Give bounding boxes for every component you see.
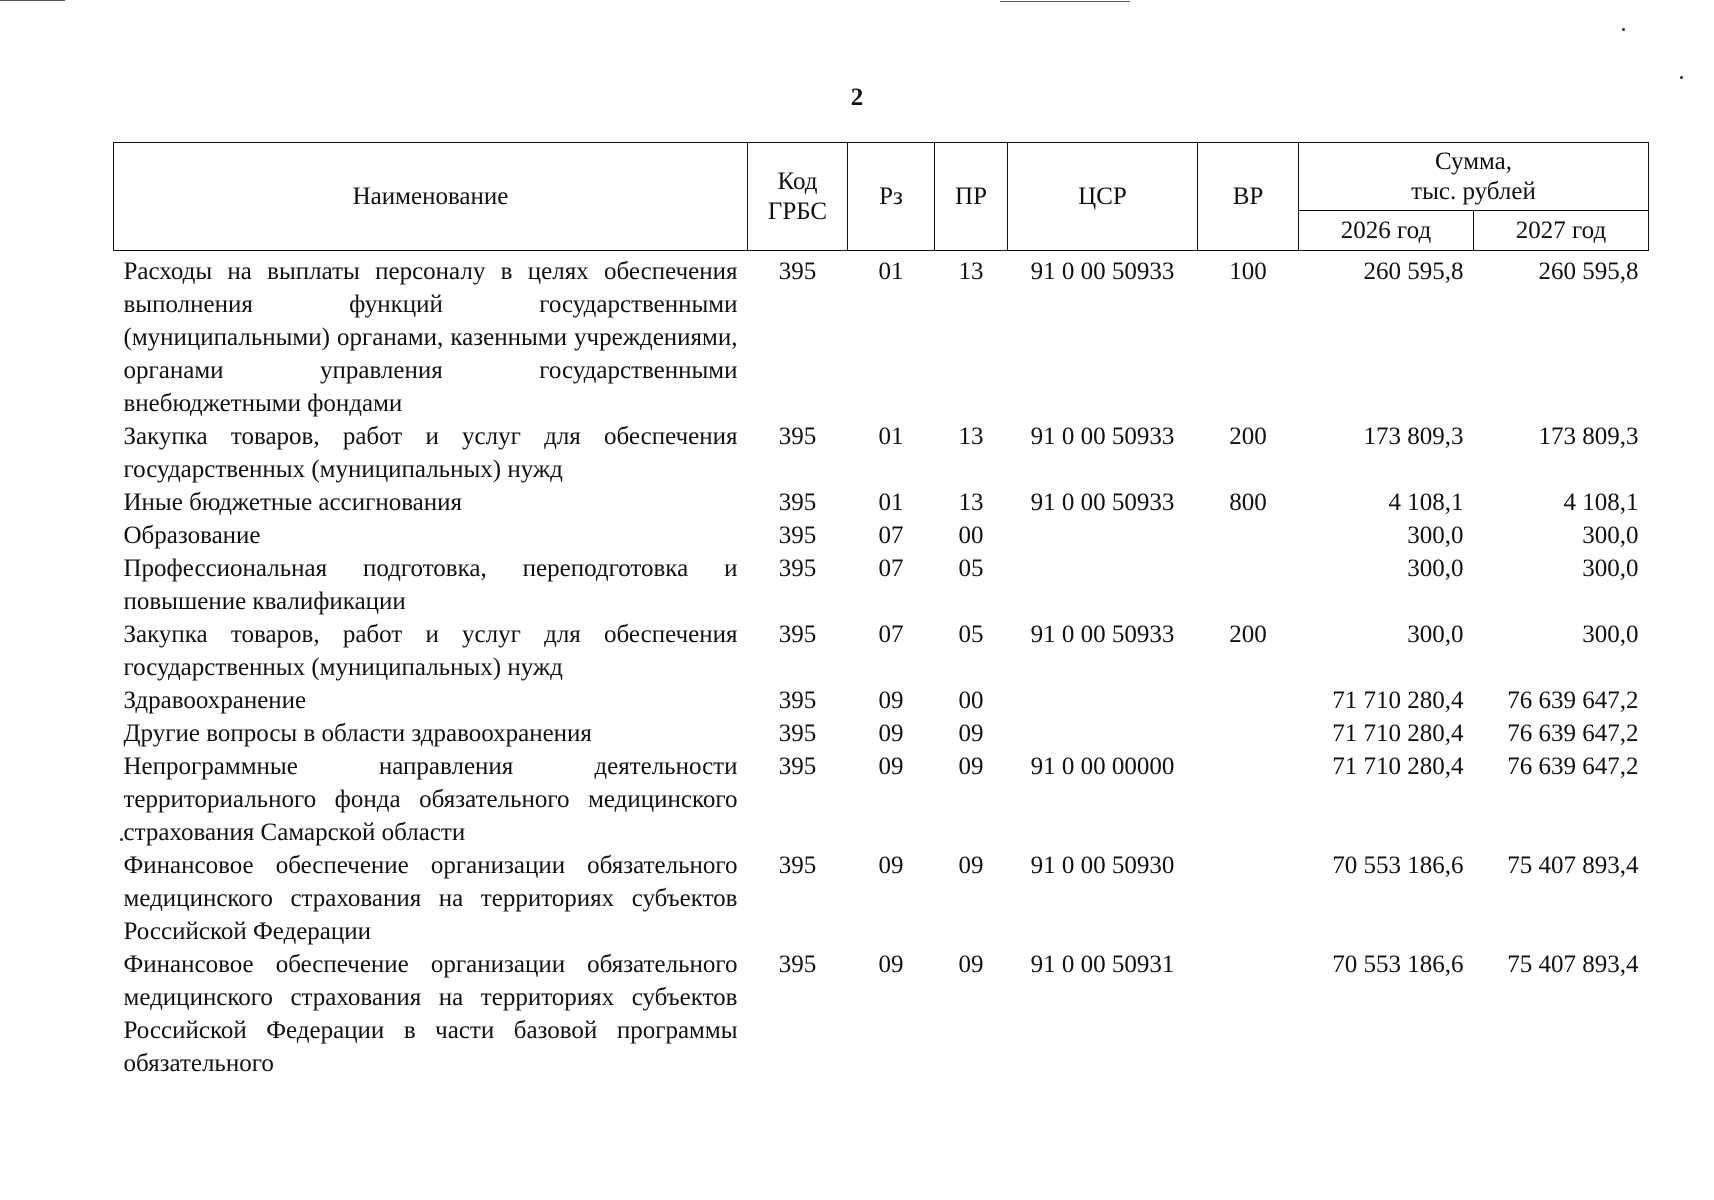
header-sum (1299, 143, 1649, 211)
budget-table (113, 142, 1649, 1080)
cell-vr (1198, 519, 1299, 552)
cell-pr: 00 (958, 687, 984, 714)
cell-vr: 100 (1229, 258, 1267, 285)
cell-name: Здравоохранение (123, 687, 307, 714)
cell-csr: 91 0 00 50930 (1030, 852, 1175, 879)
cell-name: Закупка товаров, работ и услуг для обеспечения государственных (муниципальных) нужд (123, 423, 738, 483)
cell-pr: 09 (958, 720, 984, 747)
cell-grbs: 395 (778, 852, 817, 879)
cell-pr: 09 (958, 951, 984, 978)
table-row (114, 684, 1649, 717)
cell-name: Профессиональная подготовка, переподготовка и повышение квалификации (123, 555, 738, 615)
cell-sum1: 71 710 280,4 (1332, 687, 1464, 714)
cell-vr (1198, 750, 1299, 849)
table-row (114, 251, 1649, 421)
table-row (114, 519, 1649, 552)
cell-name: Непрограммные направления деятельности территориального фонда обязательного медицинского страхования Самарской области (123, 753, 738, 846)
cell-grbs: 395 (778, 489, 817, 516)
cell-pr: 05 (958, 621, 984, 648)
cell-vr (1198, 552, 1299, 618)
cell-csr: 91 0 00 50933 (1030, 258, 1175, 285)
cell-sum1: 300,0 (1407, 555, 1464, 582)
header-sum-line2: тыс. рублей (1411, 177, 1536, 205)
table-body (114, 251, 1649, 1081)
cell-sum2: 75 407 893,4 (1507, 951, 1639, 978)
cell-pr: 09 (958, 852, 984, 879)
cell-sum1: 70 553 186,6 (1332, 852, 1464, 879)
cell-grbs: 395 (778, 720, 817, 747)
table-row (114, 717, 1649, 750)
cell-rz: 09 (878, 720, 904, 747)
cell-sum2: 300,0 (1582, 555, 1639, 582)
cell-sum1: 70 553 186,6 (1332, 951, 1464, 978)
cell-grbs: 395 (778, 753, 817, 780)
cell-rz: 01 (878, 423, 904, 450)
table-row (114, 750, 1649, 849)
page-number: 2 (850, 84, 864, 111)
cell-sum2: 300,0 (1582, 621, 1639, 648)
cell-pr: 13 (958, 489, 984, 516)
header-vr: ВР (1198, 143, 1299, 251)
table-row (114, 948, 1649, 1080)
cell-rz: 07 (878, 555, 904, 582)
header-rz: Рз (848, 143, 935, 251)
cell-name: Финансовое обеспечение организации обязательного медицинского страхования на территориях субъектов Российской Федерации (123, 852, 738, 945)
cell-csr: 91 0 00 50931 (1030, 951, 1175, 978)
cell-csr: 91 0 00 50933 (1030, 621, 1175, 648)
cell-sum1: 260 595,8 (1363, 258, 1464, 285)
cell-name: Другие вопросы в области здравоохранения (123, 720, 592, 747)
cell-grbs: 395 (778, 951, 817, 978)
table-row (114, 849, 1649, 948)
cell-csr: 91 0 00 00000 (1030, 753, 1175, 780)
cell-rz: 01 (878, 489, 904, 516)
scan-edge-line (1000, 1, 1130, 2)
cell-sum1: 300,0 (1407, 621, 1464, 648)
header-csr: ЦСР (1008, 143, 1198, 251)
cell-rz: 01 (878, 258, 904, 285)
cell-sum1: 4 108,1 (1388, 489, 1464, 516)
table-row (114, 486, 1649, 519)
cell-pr: 00 (958, 522, 984, 549)
cell-vr (1198, 684, 1299, 717)
cell-rz: 09 (878, 687, 904, 714)
cell-csr (1008, 519, 1198, 552)
cell-rz: 07 (878, 522, 904, 549)
cell-grbs: 395 (778, 258, 817, 285)
cell-csr (1008, 552, 1198, 618)
cell-name: Образование (123, 522, 261, 549)
cell-sum1: 71 710 280,4 (1332, 753, 1464, 780)
cell-vr (1198, 717, 1299, 750)
cell-sum1: 173 809,3 (1363, 423, 1464, 450)
cell-vr: 800 (1229, 489, 1267, 516)
header-year-2026: 2026 год (1299, 211, 1474, 251)
cell-grbs: 395 (778, 522, 817, 549)
header-year-2027: 2027 год (1474, 211, 1649, 251)
header-grbs-line1: Код (777, 167, 818, 195)
cell-name: Закупка товаров, работ и услуг для обеспечения государственных (муниципальных) нужд (123, 621, 738, 681)
cell-sum1: 300,0 (1407, 522, 1464, 549)
cell-pr: 09 (958, 753, 984, 780)
cell-grbs: 395 (778, 423, 817, 450)
cell-vr (1198, 948, 1299, 1080)
cell-rz: 09 (878, 852, 904, 879)
cell-rz: 09 (878, 753, 904, 780)
cell-csr (1008, 717, 1198, 750)
cell-sum2: 75 407 893,4 (1507, 852, 1639, 879)
cell-rz: 09 (878, 951, 904, 978)
cell-sum2: 76 639 647,2 (1507, 687, 1639, 714)
cell-grbs: 395 (778, 555, 817, 582)
cell-grbs: 395 (778, 621, 817, 648)
cell-rz: 07 (878, 621, 904, 648)
cell-name: Расходы на выплаты персоналу в целях обеспечения выполнения функций государственными (муниципальными) органами, казенными учреждениями, органами управления государственными внебюджетными фондами (123, 258, 738, 417)
table-row (114, 618, 1649, 684)
header-name: Наименование (114, 143, 748, 251)
cell-vr (1198, 849, 1299, 948)
cell-sum2: 76 639 647,2 (1507, 753, 1639, 780)
header-grbs-line2: ГРБС (767, 197, 828, 225)
cell-name: Иные бюджетные ассигнования (123, 489, 463, 516)
cell-sum1: 71 710 280,4 (1332, 720, 1464, 747)
cell-csr: 91 0 00 50933 (1030, 489, 1175, 516)
cell-csr: 91 0 00 50933 (1030, 423, 1175, 450)
cell-pr: 13 (958, 423, 984, 450)
cell-sum2: 260 595,8 (1538, 258, 1639, 285)
cell-sum2: 300,0 (1582, 522, 1639, 549)
cell-pr: 13 (958, 258, 984, 285)
header-grbs (748, 143, 848, 251)
table-row (114, 420, 1649, 486)
cell-csr (1008, 684, 1198, 717)
cell-name: Финансовое обеспечение организации обязательного медицинского страхования на территориях субъектов Российской Федерации в части базовой программы обязательного (123, 951, 738, 1077)
scan-speck (1680, 76, 1683, 79)
cell-vr: 200 (1229, 423, 1267, 450)
cell-pr: 05 (958, 555, 984, 582)
cell-sum2: 173 809,3 (1538, 423, 1639, 450)
table-row (114, 552, 1649, 618)
cell-vr: 200 (1229, 621, 1267, 648)
scan-edge-line (0, 0, 65, 1)
header-sum-line1: Сумма, (1434, 147, 1513, 175)
cell-sum2: 76 639 647,2 (1507, 720, 1639, 747)
header-pr: ПР (935, 143, 1008, 251)
cell-grbs: 395 (778, 687, 817, 714)
cell-sum2: 4 108,1 (1563, 489, 1639, 516)
table-header (114, 143, 1649, 251)
scan-speck (1622, 28, 1625, 31)
